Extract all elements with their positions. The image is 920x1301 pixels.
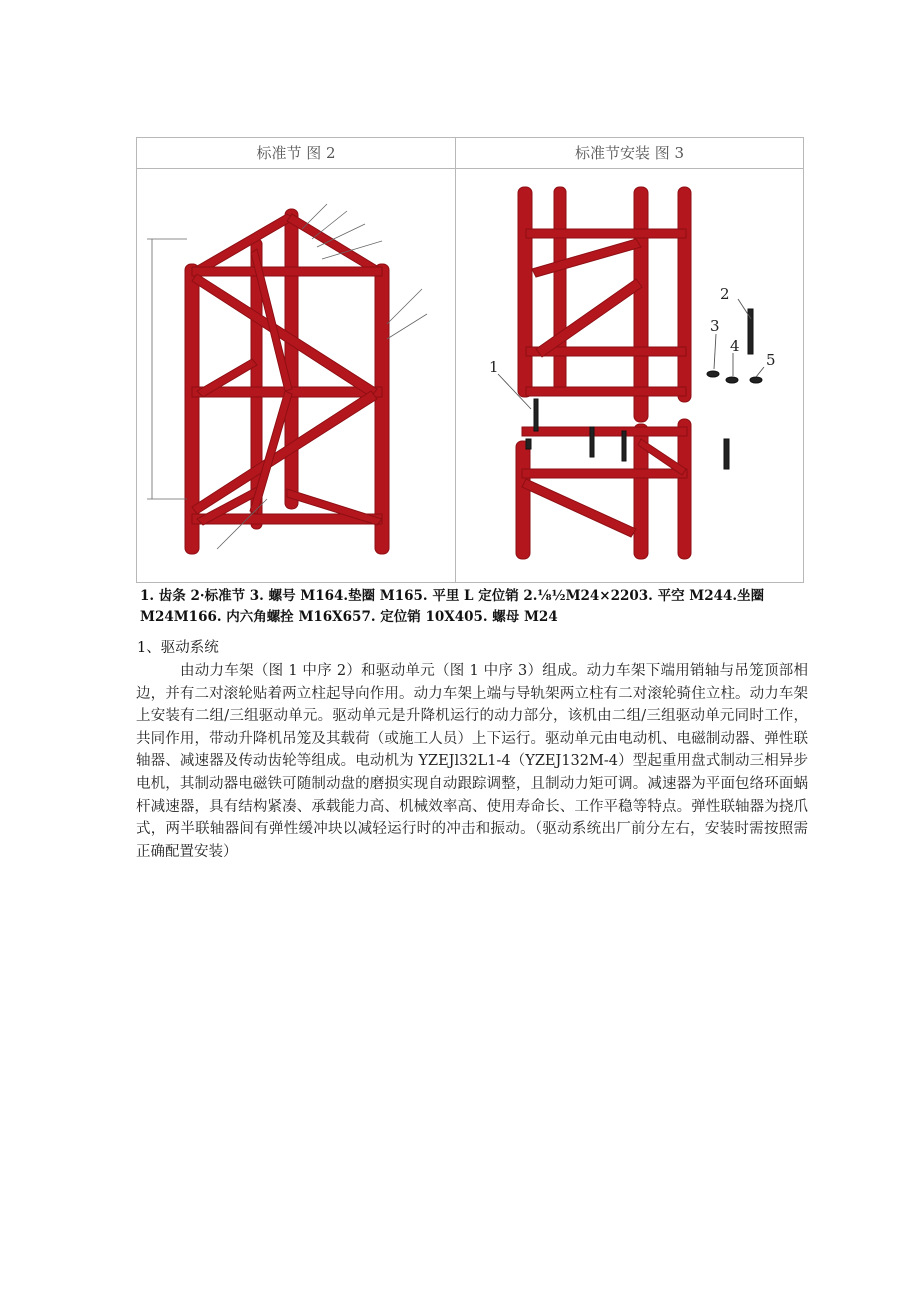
callout-3: 3 (710, 317, 720, 335)
callout-1: 1 (489, 358, 499, 376)
fig2-illustration (137, 169, 456, 582)
callout-4: 4 (730, 337, 740, 355)
section-installation-drawing (456, 169, 802, 582)
figure-table (136, 137, 804, 583)
section-paragraph: 由动力车架（图 1 中序 2）和驱动单元（图 1 中序 3）组成。动力车架下端用销轴与吊笼顶部相边，并有二对滚轮贴着两立柱起导向作用。动力车架上端与导轨架两立柱有二对滚轮骑住立柱。动力车架上安装有二组/三组驱动单元。驱动单元是升降机运行的动力部分，该机由二组/三组驱动单元同时工作，共同作用，带动升降机吊笼及其载荷（或施工人员）上下运行。驱动单元由电动机、电磁制动器、弹性联轴器、减速器及传动齿轮等组成。电动机为 YZEJl32L1-4（YZEJ132M-4）型起重用盘式制动三相异步电机，其制动器电磁铁可随制动盘的磨损实现自动跟踪调整，且制动力矩可调。减速器为平面包络环面蜗杆减速器，具有结构紧凑、承载能力高、机械效率高、使用寿命长、工作平稳等特点。弹性联轴器为挠爪式，两半联轴器间有弹性缓冲块以减轻运行时的冲击和振动。（驱动系统出厂前分左右，安装时需按照需正确配置安装） (136, 663, 808, 860)
callout-2: 2 (720, 285, 730, 303)
fig3-title: 标准节安装 图 3 (456, 138, 803, 169)
callout-5: 5 (766, 351, 776, 369)
fig3-illustration (456, 169, 803, 582)
section-heading: 1、驱动系统 (137, 640, 219, 656)
standard-section-drawing (137, 169, 455, 582)
fig2-title: 标准节 图 2 (137, 138, 456, 169)
figure-legend: 1. 齿条 2·标准节 3. 螺号 M164.垫圈 M165. 平里 L 定位销 2.⅛½M24×2203. 平空 M244.坐圈 M24M166. 内六角螺拴 M16X657. 定位销 10X405. 螺母 M24 (140, 588, 765, 625)
